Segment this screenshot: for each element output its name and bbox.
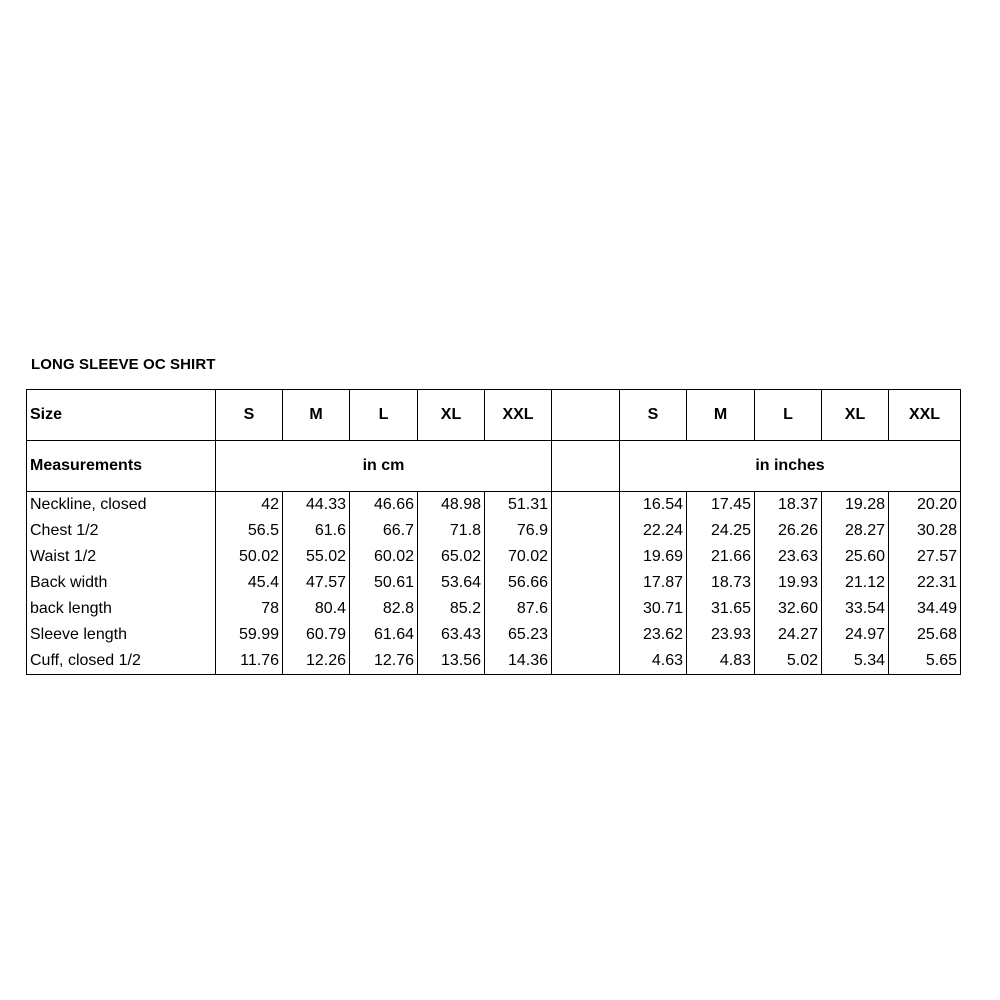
value-inches: 19.93 (755, 570, 822, 596)
value-cm: 50.61 (350, 570, 418, 596)
value-inches: 19.69 (620, 544, 687, 570)
value-inches: 25.60 (822, 544, 889, 570)
measurements-label: Measurements (27, 441, 216, 492)
value-inches: 24.27 (755, 622, 822, 648)
value-cm: 48.98 (418, 492, 485, 519)
unit-inches-label: in inches (620, 441, 961, 492)
value-cm: 61.6 (283, 518, 350, 544)
value-inches: 25.68 (889, 622, 961, 648)
value-inches: 22.24 (620, 518, 687, 544)
measurement-label: Sleeve length (27, 622, 216, 648)
spacer-cell (552, 492, 620, 519)
value-inches: 34.49 (889, 596, 961, 622)
table-row (27, 648, 961, 675)
value-cm: 82.8 (350, 596, 418, 622)
table-row (27, 622, 961, 648)
table-row (27, 544, 961, 570)
table-row (27, 596, 961, 622)
table-title: LONG SLEEVE OC SHIRT (31, 356, 216, 373)
value-cm: 12.76 (350, 648, 418, 675)
size-header-cm: XXL (485, 390, 552, 441)
spacer-cell (552, 622, 620, 648)
value-cm: 55.02 (283, 544, 350, 570)
value-cm: 44.33 (283, 492, 350, 519)
spacer-cell (552, 518, 620, 544)
size-header-in: L (755, 390, 822, 441)
value-inches: 4.63 (620, 648, 687, 675)
value-cm: 47.57 (283, 570, 350, 596)
size-header-in: XL (822, 390, 889, 441)
value-inches: 21.66 (687, 544, 755, 570)
value-cm: 56.66 (485, 570, 552, 596)
value-inches: 24.25 (687, 518, 755, 544)
table-row (27, 570, 961, 596)
value-inches: 32.60 (755, 596, 822, 622)
value-cm: 14.36 (485, 648, 552, 675)
unit-cm-label: in cm (216, 441, 552, 492)
spacer-cell (552, 390, 620, 441)
value-cm: 65.02 (418, 544, 485, 570)
value-cm: 13.56 (418, 648, 485, 675)
value-inches: 23.63 (755, 544, 822, 570)
value-inches: 19.28 (822, 492, 889, 519)
value-inches: 5.65 (889, 648, 961, 675)
value-inches: 4.83 (687, 648, 755, 675)
value-inches: 5.34 (822, 648, 889, 675)
value-inches: 31.65 (687, 596, 755, 622)
spacer-cell (552, 596, 620, 622)
spacer-cell (552, 648, 620, 675)
value-inches: 27.57 (889, 544, 961, 570)
measurement-label: Chest 1/2 (27, 518, 216, 544)
table-row (27, 492, 961, 519)
size-header-label: Size (27, 390, 216, 441)
measurement-label: back length (27, 596, 216, 622)
value-inches: 16.54 (620, 492, 687, 519)
value-inches: 20.20 (889, 492, 961, 519)
value-cm: 45.4 (216, 570, 283, 596)
size-header-in: XXL (889, 390, 961, 441)
value-cm: 61.64 (350, 622, 418, 648)
value-cm: 56.5 (216, 518, 283, 544)
value-inches: 17.87 (620, 570, 687, 596)
value-inches: 18.37 (755, 492, 822, 519)
value-inches: 26.26 (755, 518, 822, 544)
value-cm: 53.64 (418, 570, 485, 596)
value-cm: 70.02 (485, 544, 552, 570)
value-inches: 18.73 (687, 570, 755, 596)
value-inches: 17.45 (687, 492, 755, 519)
measurements-header-row (27, 441, 961, 492)
value-cm: 78 (216, 596, 283, 622)
value-cm: 51.31 (485, 492, 552, 519)
value-cm: 46.66 (350, 492, 418, 519)
value-inches: 28.27 (822, 518, 889, 544)
value-inches: 23.62 (620, 622, 687, 648)
value-cm: 87.6 (485, 596, 552, 622)
size-header-cm: M (283, 390, 350, 441)
value-cm: 60.79 (283, 622, 350, 648)
value-inches: 22.31 (889, 570, 961, 596)
value-cm: 71.8 (418, 518, 485, 544)
size-header-in: S (620, 390, 687, 441)
value-cm: 65.23 (485, 622, 552, 648)
value-inches: 23.93 (687, 622, 755, 648)
value-inches: 21.12 (822, 570, 889, 596)
spacer-cell (552, 544, 620, 570)
value-cm: 80.4 (283, 596, 350, 622)
spacer-cell (552, 570, 620, 596)
value-inches: 30.71 (620, 596, 687, 622)
value-cm: 66.7 (350, 518, 418, 544)
measurement-label: Neckline, closed (27, 492, 216, 519)
size-header-row (27, 390, 961, 441)
table-row (27, 518, 961, 544)
measurement-label: Cuff, closed 1/2 (27, 648, 216, 675)
size-header-cm: XL (418, 390, 485, 441)
value-inches: 24.97 (822, 622, 889, 648)
value-cm: 63.43 (418, 622, 485, 648)
measurement-label: Back width (27, 570, 216, 596)
size-header-in: M (687, 390, 755, 441)
value-inches: 5.02 (755, 648, 822, 675)
value-inches: 30.28 (889, 518, 961, 544)
value-cm: 11.76 (216, 648, 283, 675)
size-header-cm: L (350, 390, 418, 441)
spacer-cell (552, 441, 620, 492)
value-cm: 60.02 (350, 544, 418, 570)
measurement-label: Waist 1/2 (27, 544, 216, 570)
value-cm: 42 (216, 492, 283, 519)
value-inches: 33.54 (822, 596, 889, 622)
value-cm: 76.9 (485, 518, 552, 544)
value-cm: 50.02 (216, 544, 283, 570)
value-cm: 85.2 (418, 596, 485, 622)
value-cm: 12.26 (283, 648, 350, 675)
size-chart-table (26, 389, 961, 675)
value-cm: 59.99 (216, 622, 283, 648)
size-header-cm: S (216, 390, 283, 441)
